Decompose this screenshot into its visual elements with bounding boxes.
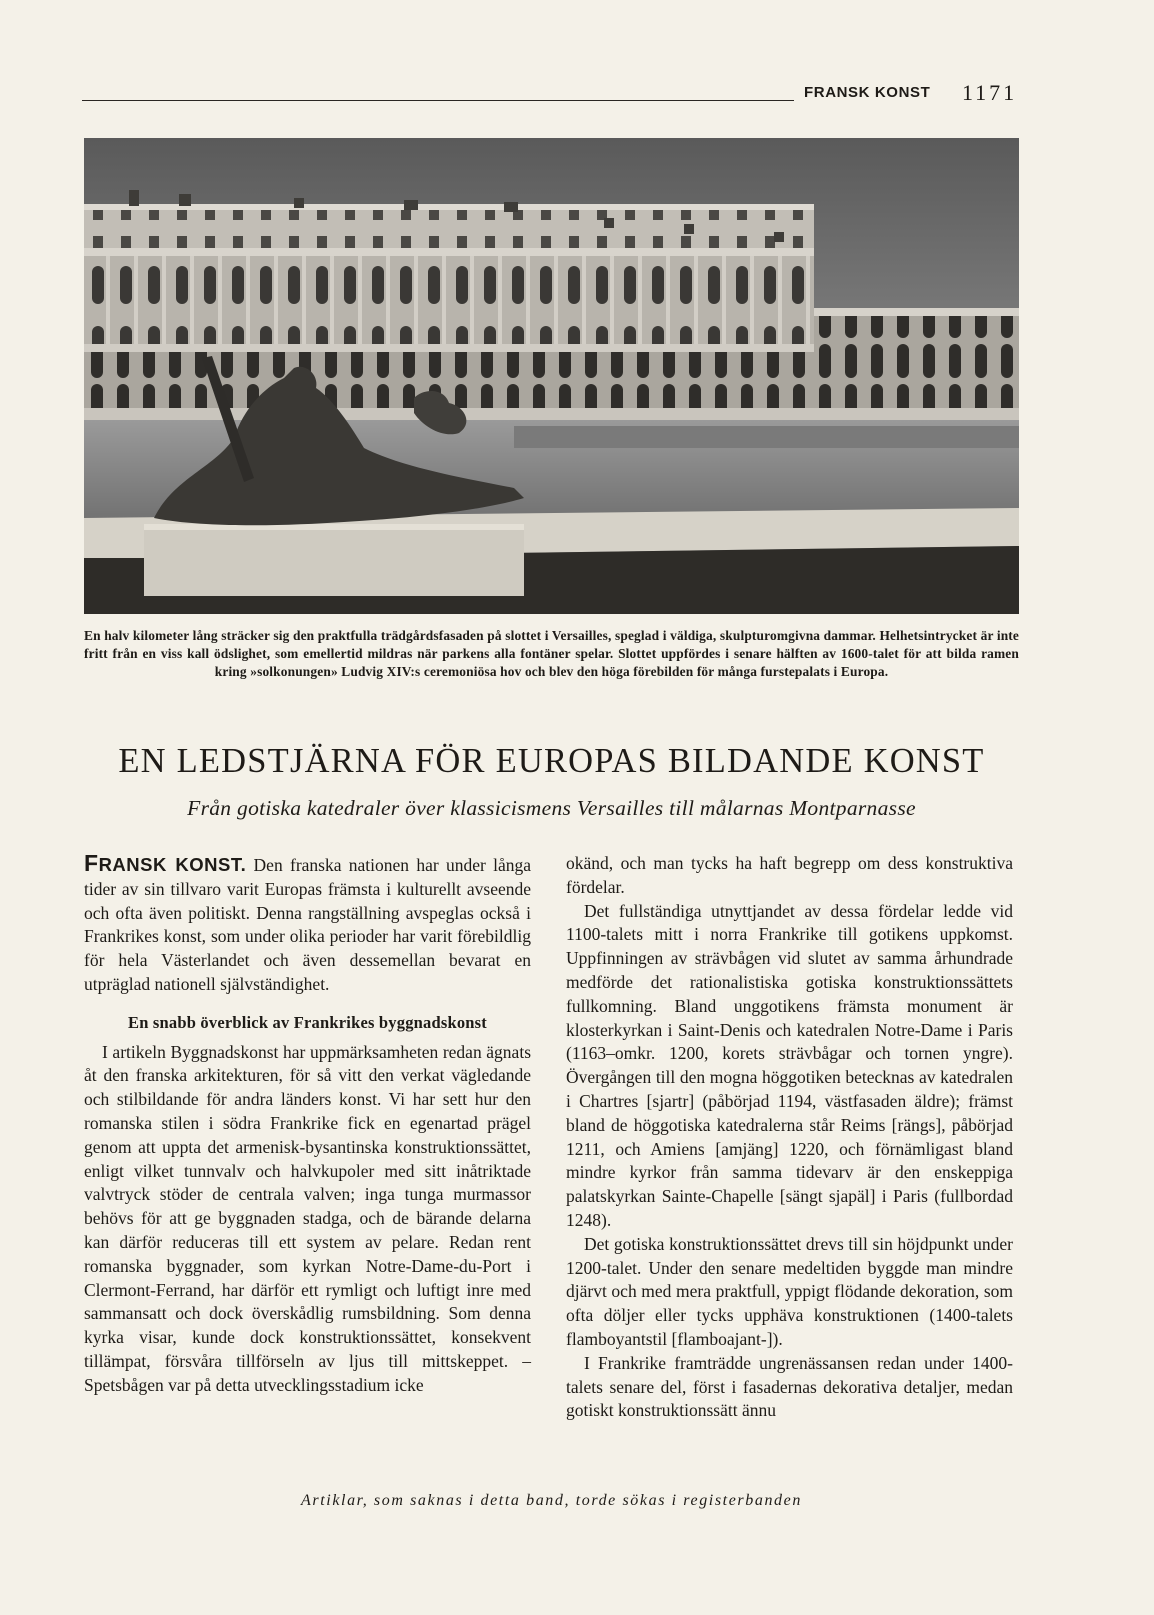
article-subtitle: Från gotiska katedraler över klassicismens Versailles till målarnas Montparnasse (187, 796, 916, 820)
versailles-photo (84, 138, 1019, 614)
lead-word-initial: F (84, 850, 99, 876)
running-head: FRANSK KONST (804, 84, 931, 101)
right-paragraph-1: okänd, och man tycks ha haft begrepp om dess konstruktiva fördelar. (566, 853, 1013, 897)
intro-paragraph (84, 852, 531, 997)
footer-note: Artiklar, som saknas i detta band, torde sökas i registerbanden (301, 1492, 802, 1509)
left-column (84, 852, 531, 1398)
lead-word (84, 850, 247, 876)
right-paragraph-2: Det fullständiga utnyttjandet av dessa fördelar ledde vid 1100-talets mitt i norra Frankrike till gotikens uppkomst. Uppfinningen av strävbågen vid slutet av samma århundrade medförde det rationalistiska gotiska konstruktionssättets fullkomning. Bland unggotikens främsta monument är klosterkyrkan i Saint-Denis och katedralen Notre-Dame i Paris (1163–omkr. 1200, korets strävbågar och tornen yngre). Övergången till den mogna höggotiken betecknas av katedralen i Chartres [sjartr] (påbörjad 1194, västfasaden äldre); främst bland de höggotiska katedralerna står Reims [rängs], påbörjad 1211, och Amiens [amjäng] 1220, och förnämligast bland mindre kyrkor från samma tidevarv är den enskeppiga palatskyrkan Sainte-Chapelle [sängt sjapäl] i Paris (fullbordad 1248). (566, 900, 1013, 1230)
versailles-photo-drawing (84, 138, 1019, 614)
section-heading: En snabb överblick av Frankrikes byggnadskonst (127, 1012, 487, 1032)
right-column (566, 852, 1013, 1423)
photo-caption: En halv kilometer lång sträcker sig den praktfulla trädgårdsfasaden på slottet i Versailles, speglad i väldiga, skulpturomgivna dammar. Helhetsintrycket är inte fritt från en viss kall ödslighet, som emellertid mildras när parkens alla fontäner spelar. Slottet uppfördes i senare hälften av 1600-talet för att bilda ramen kring »solkonungen» Ludvig XIV:s ceremoniösa hov och blev den höga förebilden för många furstepalats i Europa. (84, 628, 1019, 679)
page-number: 1171 (962, 80, 1018, 105)
article-title: EN LEDSTJÄRNA FÖR EUROPAS BILDANDE KONST (118, 742, 985, 780)
lead-word-rest: RANSK KONST. (98, 854, 247, 875)
intro-text: Den franska nationen har under långa tider av sin tillvaro varit Europas främsta i kulturellt avseende och ofta även politiskt. Denna rangställning avspeglas också i Frankrikes konst, som under olika perioder har varit förebildlig för hela Västerlandet och även dessemellan bevarat en utpräglad nationell självständighet. (84, 855, 531, 994)
right-paragraph-3: Det gotiska konstruktionssättet drevs till sin höjdpunkt under 1200-talet. Under den senare medeltiden byggde man mindre djärvt och med mera praktfull, yppigt flödande dekoration, som ofta döljer eller tycks upphäva konstruktionen (1400-talets flamboyantstil [flamboajant-]). (566, 1233, 1013, 1349)
left-paragraph-2: I artikeln Byggnadskonst har uppmärksamheten redan ägnats åt den franska arkitekturen, för så vitt den verkat vägledande och stilbildande för andra länders konst. Vi har sett hur den romanska stilen i södra Frankrike fick en egenartad prägel genom att uppta det armenisk-bysantinska konstruktionssättet, enligt vilket tunnvalv och halvkupoler med sitt inåtriktade valvtryck stöder de centrala valven; inga tunga murmassor behövs för att ge byggnaden stadga, och de bärande delarna kan därför reduceras till ett system av pelare. Redan rent romanska byggnader, som kyrkan Notre-Dame-du-Port i Clermont-Ferrand, har därför ett rymligt och luftigt inre med sammansatt och dock överskådlig rumsbildning. Som denna kyrka visar, kunde dock konstruktionssättet, konsekvent tillämpat, försvåra tillförseln av ljus till mittskeppet. – Spetsbågen var på detta utvecklingsstadium icke (84, 1041, 531, 1395)
right-paragraph-4: I Frankrike framträdde ungrenässansen redan under 1400-talets senare del, först i fasadernas dekorativa detaljer, medan gotiskt konstruktionssätt ännu (566, 1352, 1013, 1421)
header-rule (82, 100, 794, 101)
